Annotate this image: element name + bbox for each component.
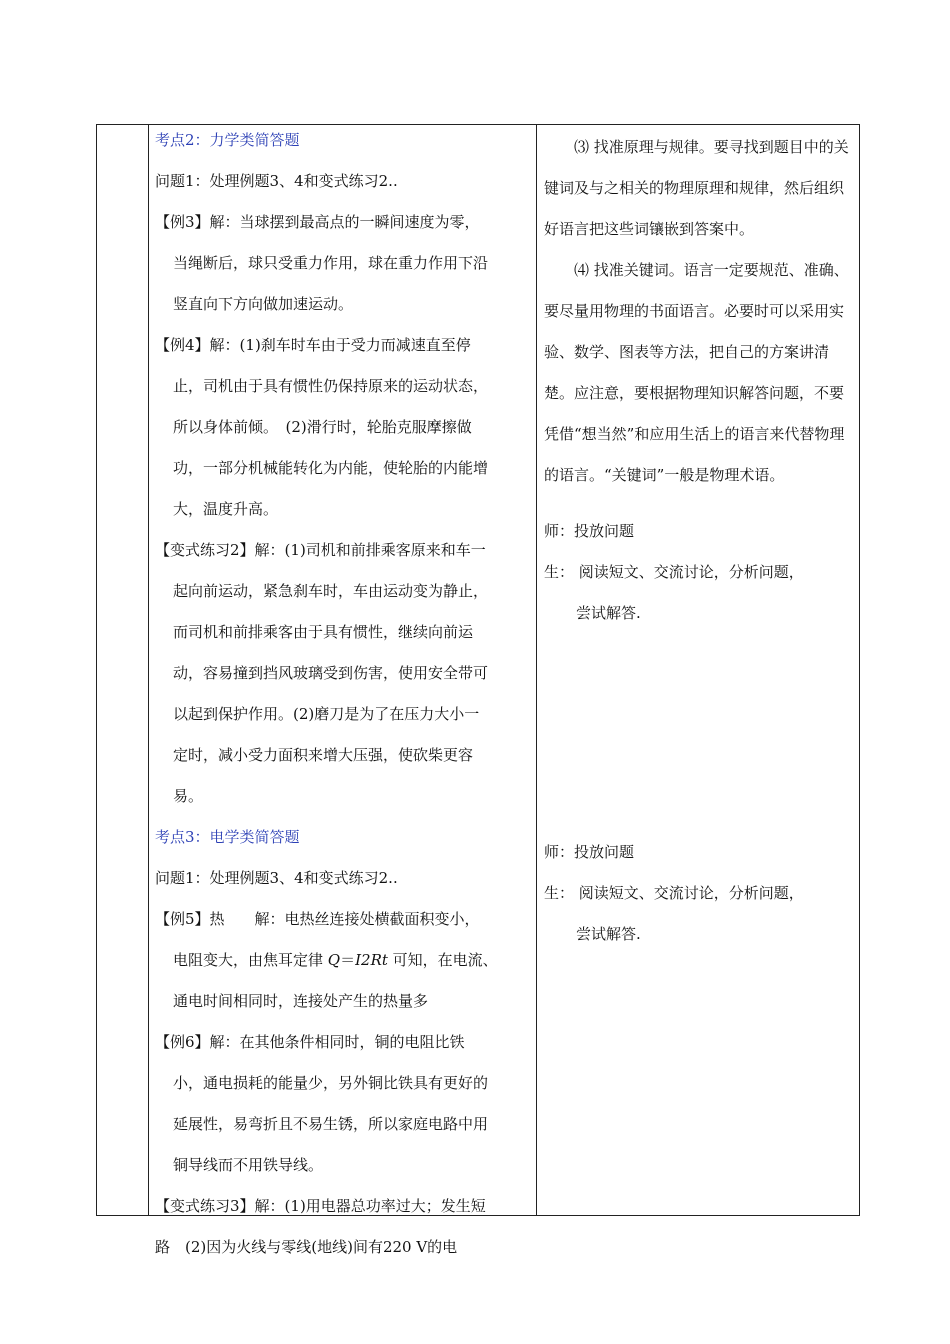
student-note: 生： 阅读短文、交流讨论，分析问题， [544,563,804,581]
variant2-line: 定时，减小受力面积来增大压强，使砍柴更容 [173,746,474,764]
example6-line: 【例6】解：在其他条件相同时，铜的电阻比铁 [155,1033,465,1051]
example6-line: 小，通电损耗的能量少，另外铜比铁具有更好的 [173,1074,489,1092]
example3-line: 当绳断后，球只受重力作用，球在重力作用下沿 [173,254,489,272]
formula-equals: ＝ [340,951,356,969]
variant2-line: 易。 [173,787,204,805]
method-paragraph-3: ⑶ 找准原理与规律。要寻找到题目中的关键词及与之相关的物理原理和规律，然后组织好语言把这些词镶嵌到答案中。 [544,138,849,238]
variant2-line: 而司机和前排乘客由于具有惯性，继续向前运 [173,623,474,641]
variant2-line: 以起到保护作用。(2)磨刀是为了在压力大小一 [173,705,480,723]
spacer [544,641,856,839]
variant2-line: 起向前运动，紧急刹车时，车由运动变为静止， [173,582,489,600]
method-paragraph-4: ⑷ 找准关键词。语言一定要规范、准确、要尽量用物理的书面语言。必要时可以采用实验、数学、图表等方法，把自己的方案讲清楚。应注意，要根据物理知识解答问题，不要凭借“想当然”和应用生活上的语言来代替物理的语言。“关键词”一般是物理术语。 [544,261,849,484]
spacer [544,496,856,518]
example5-text: 电阻变大，由焦耳定律 [173,951,328,969]
example4-line: 【例4】解：(1)刹车时车由于受力而减速直至停 [155,336,471,354]
example3-line: 竖直向下方向做加速运动。 [173,295,354,313]
example3-line: 【例3】解：当球摆到最高点的一瞬间速度为零， [155,213,480,231]
example4-line: 大，温度升高。 [173,500,279,518]
example5-formula-line [155,947,531,988]
example4-line: 所以身体前倾。 (2)滑行时，轮胎克服摩擦做 [173,418,472,436]
activity-column [544,127,856,962]
content-column [155,127,531,1275]
example6-line: 铜导线而不用铁导线。 [173,1156,324,1174]
teacher-note: 师：投放问题 [544,522,635,540]
formula-q: Q [327,951,341,969]
student-note: 生： 阅读短文、交流讨论，分析问题， [544,884,804,902]
example4-line: 止，司机由于具有惯性仍保持原来的运动状态， [173,377,489,395]
column-divider-left [148,125,149,1215]
teacher-note: 师：投放问题 [544,843,635,861]
variant2-line: 动，容易撞到挡风玻璃受到伤害，使用安全带可 [173,664,489,682]
example5-line: 【例5】热 解：电热丝连接处横截面积变小， [155,910,480,928]
variant2-line: 【变式练习2】解：(1)司机和前排乘客原来和车一 [155,541,486,559]
section2-title: 考点2：力学类简答题 [155,131,300,149]
variant3-line: 【变式练习3】解：(1)用电器总功率过大；发生短 [155,1197,486,1215]
section3-title: 考点3：电学类简答题 [155,828,300,846]
student-note-cont: 尝试解答. [576,925,641,943]
example5-text: 可知，在电流、 [387,951,498,969]
variant3-line: 路 (2)因为火线与零线(地线)间有220 V的电 [155,1238,458,1256]
example4-line: 功，一部分机械能转化为内能，使轮胎的内能增 [173,459,489,477]
section3-question: 问题1：处理例题3、4和变式练习2.. [155,869,398,887]
formula-i2rt: I2Rt [355,951,388,969]
lesson-table [96,124,860,1256]
example5-line: 通电时间相同时，连接处产生的热量多 [173,992,429,1010]
column-divider-right [536,125,537,1215]
student-note-cont: 尝试解答. [576,604,641,622]
section2-question: 问题1：处理例题3、4和变式练习2.. [155,172,398,190]
example6-line: 延展性，易弯折且不易生锈，所以家庭电路中用 [173,1115,489,1133]
